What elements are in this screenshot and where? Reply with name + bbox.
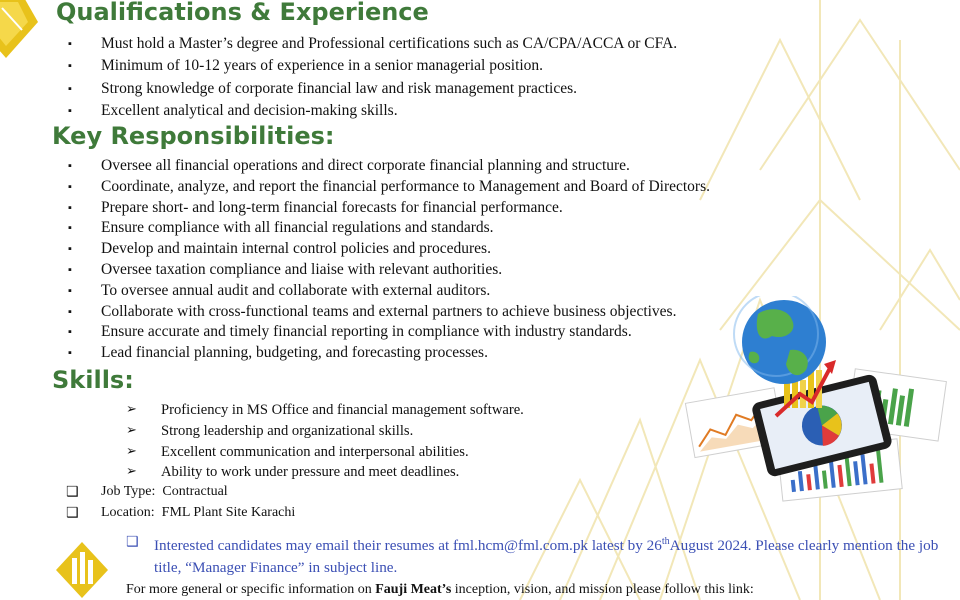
more-info-text: For more general or specific information on Fauji Meat’s inception, vision, and mission please follow this link: <box>126 582 754 597</box>
arrow-bullet-icon: ➢ <box>126 402 137 417</box>
apply-text-part1: Interested candidates may email their resumes at fml.hcm@fml.com.pk latest by 26 <box>154 537 662 555</box>
square-bullet-icon: ▪ <box>68 326 72 339</box>
apply-text-part2: August 2024. Please clearly mention the job title, “Manager Finance” in subject line. <box>154 537 939 577</box>
list-item: ▪ Ensure compliance with all financial regulations and standards. <box>66 218 710 239</box>
square-bullet-icon: ▪ <box>68 160 72 172</box>
list-item: ▪ Excellent analytical and decision-making skills. <box>66 100 677 122</box>
job-info-list <box>66 482 295 523</box>
list-item: ▪ Prepare short- and long-term financial forecasts for financial performance. <box>66 198 710 219</box>
arrow-bullet-icon: ➢ <box>126 464 137 480</box>
logo-corner-icon <box>0 0 38 64</box>
list-item: ▪ Ensure accurate and timely financial reporting in compliance with industry standards. <box>66 322 710 343</box>
list-item: ▪ Strong knowledge of corporate financial law and risk management practices. <box>66 78 677 100</box>
square-bullet-icon: ▪ <box>68 201 72 214</box>
skills-heading: Skills: <box>52 366 134 394</box>
list-item: ▪ Collaborate with cross-functional teams and external partners to achieve business objectives. <box>66 302 710 323</box>
qualifications-list <box>66 33 677 122</box>
qualifications-heading: Qualifications & Experience <box>56 0 429 26</box>
box-bullet-icon: ❑ <box>66 484 79 500</box>
list-item: ➢ Ability to work under pressure and meet deadlines. <box>126 462 524 483</box>
box-bullet-icon: ❑ <box>126 534 139 550</box>
square-bullet-icon: ▪ <box>68 284 72 297</box>
square-bullet-icon: ▪ <box>68 180 72 193</box>
square-bullet-icon: ▪ <box>68 38 72 50</box>
arrow-bullet-icon: ➢ <box>126 443 137 459</box>
responsibilities-list <box>66 156 710 364</box>
date-suffix: th <box>661 536 670 547</box>
list-item: ➢ Strong leadership and organizational skills. <box>126 421 524 442</box>
arrow-bullet-icon: ➢ <box>126 422 137 438</box>
square-bullet-icon: ▪ <box>68 263 72 276</box>
list-item: ▪ Must hold a Master’s degree and Professional certifications such as CA/CPA/ACCA or CFA. <box>66 33 677 55</box>
square-bullet-icon: ▪ <box>68 60 72 73</box>
square-bullet-icon: ▪ <box>68 347 72 360</box>
location-item: ❑ Location: FML Plant Site Karachi <box>66 503 295 524</box>
list-item: ➢ Proficiency in MS Office and financial management software. <box>126 400 524 421</box>
list-item: ▪ Oversee taxation compliance and liaise with relevant authorities. <box>66 260 710 281</box>
company-name: Fauji Meat’s <box>375 582 452 597</box>
skills-list <box>126 400 524 483</box>
list-item: ▪ Lead financial planning, budgeting, and forecasting processes. <box>66 343 710 364</box>
list-item: ▪ Coordinate, analyze, and report the financial performance to Management and Board of Directors. <box>66 177 710 198</box>
fauji-logo-icon <box>54 540 110 600</box>
application-instructions <box>126 531 946 579</box>
list-item: ▪ Minimum of 10-12 years of experience in a senior managerial position. <box>66 55 677 77</box>
square-bullet-icon: ▪ <box>68 243 72 256</box>
responsibilities-heading: Key Responsibilities: <box>52 122 335 150</box>
square-bullet-icon: ▪ <box>68 104 72 117</box>
finance-illustration-icon <box>680 296 955 506</box>
square-bullet-icon: ▪ <box>68 305 72 318</box>
list-item: ➢ Excellent communication and interpersonal abilities. <box>126 442 524 463</box>
job-type-item: ❑ Job Type: Contractual <box>66 482 295 503</box>
square-bullet-icon: ▪ <box>68 222 72 235</box>
list-item: ▪ Oversee all financial operations and direct corporate financial planning and structure. <box>66 156 710 177</box>
list-item: ▪ To oversee annual audit and collaborate with external auditors. <box>66 281 710 302</box>
square-bullet-icon: ▪ <box>68 82 72 95</box>
list-item: ▪ Develop and maintain internal control policies and procedures. <box>66 239 710 260</box>
box-bullet-icon: ❑ <box>66 504 79 521</box>
